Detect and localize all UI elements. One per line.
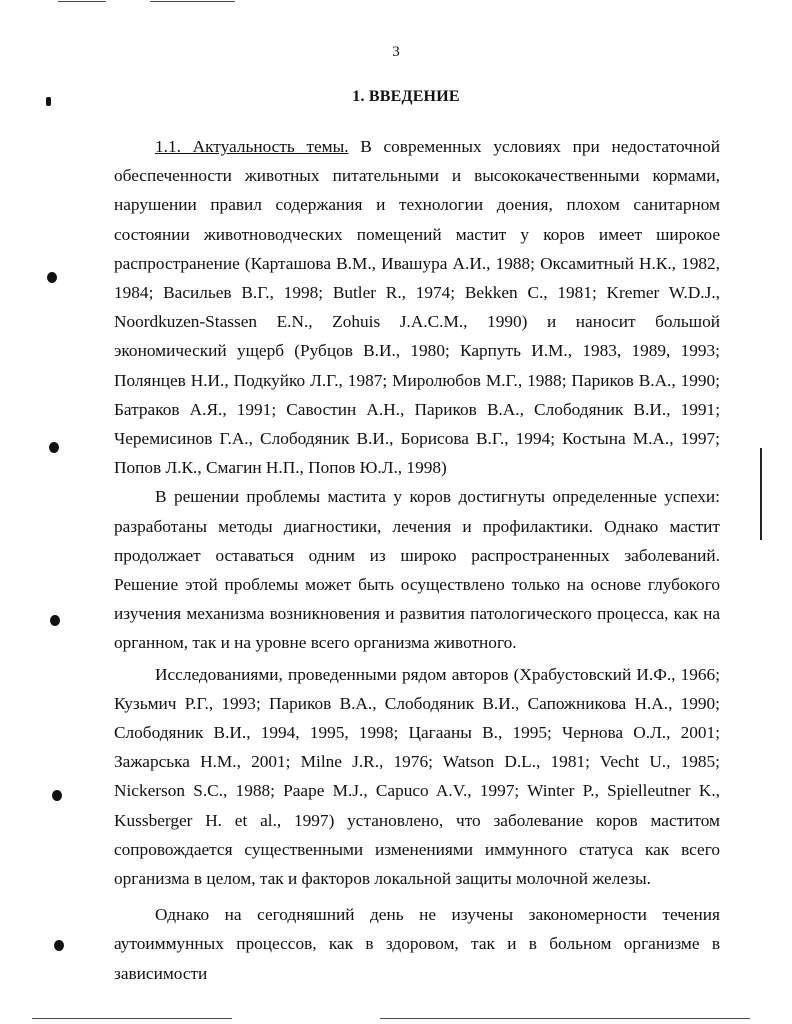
scan-edge-line-top-1	[58, 1, 106, 2]
subsection-label: 1.1. Актуальность темы.	[155, 137, 349, 156]
page-number: 3	[392, 44, 400, 60]
scan-edge-line-top-2	[150, 1, 235, 2]
scan-edge-line-bottom-2	[380, 1018, 750, 1019]
binder-hole-mark-5	[52, 790, 62, 801]
paragraph-autoimmune: Однако на сегодняшний день не изучены закономерности течения аутоиммунных процессов, как в здоровом, так и в больном организме в зависимости	[114, 905, 720, 983]
scan-edge-line-bottom-1	[32, 1018, 232, 1019]
paragraph-relevance	[114, 132, 720, 482]
binder-hole-mark-2	[47, 272, 57, 283]
binder-hole-mark-4	[50, 615, 60, 626]
scan-edge-mark-right	[760, 448, 762, 540]
binder-hole-mark-3	[49, 442, 59, 453]
binder-hole-mark-6	[54, 940, 64, 951]
paragraph-mastitis-problem: В решении проблемы мастита у коров достигнуты определенные успехи: разработаны методы диагностики, лечения и профилактики. Однако мастит продолжает оставаться одним из широко распространенных заболеваний. Решение этой проблемы может быть осуществлено только на основе глубокого изучения механизма возникновения и развития патологического процесса, как на органном, так и на уровне всего организма животного.	[114, 487, 720, 653]
section-heading: 1. ВВЕДЕНИЕ	[352, 88, 460, 105]
paragraph-research-review: Исследованиями, проведенными рядом авторов (Храбустовский И.Ф., 1966; Кузьмич Р.Г., 1993; Париков В.А., Слободяник В.И., Сапожникова Н.А., 1990; Слободяник В.И., 1994, 1995, 1998; Цагааны В., 1995; Чернова О.Л., 2001; Зажарська Н.М., 2001; Milne J.R., 1976; Watson D.L., 1981; Vecht U., 1985; Nickerson S.C., 1988; Paape M.J., Capuco A.V., 1997; Winter P., Spielleutner K., Kussberger H. et al., 1997) установлено, что заболевание коров маститом сопровождается существенными изменениями иммунного статуса как всего организма в целом, так и факторов локальной защиты молочной железы.	[114, 664, 720, 889]
document-body	[114, 132, 720, 988]
paragraph-relevance-text: В современных условиях при недостаточной обеспеченности животных питательными и высококачественными кормами, нарушении правил содержания и технологии доения, плохом санитарном состоянии животноводческих помещений мастит у коров имеет широкое распространение (Карташова В.М., Ивашура А.И., 1988; Оксамитный Н.К., 1982, 1984; Васильев В.Г., 1998; Butler R., 1974; Bekken C., 1981; Kremer W.D.J., Noordkuzen-Stassen E.N., Zohuis J.A.C.M., 1990) и наносит большой экономический ущерб (Рубцов В.И., 1980; Карпуть И.М., 1983, 1989, 1993; Полянцев Н.И., Подкуйко Л.Г., 1987; Миролюбов М.Г., 1988; Париков В.А., 1990; Батраков А.Я., 1991; Савостин А.Н., Париков В.А., Слободяник В.И., 1991; Черемисинов Г.А., Слободяник В.И., Борисова В.Г., 1994; Костына М.А., 1997; Попов Л.К., Смагин Н.П., Попов Ю.Л., 1998)	[114, 137, 720, 478]
